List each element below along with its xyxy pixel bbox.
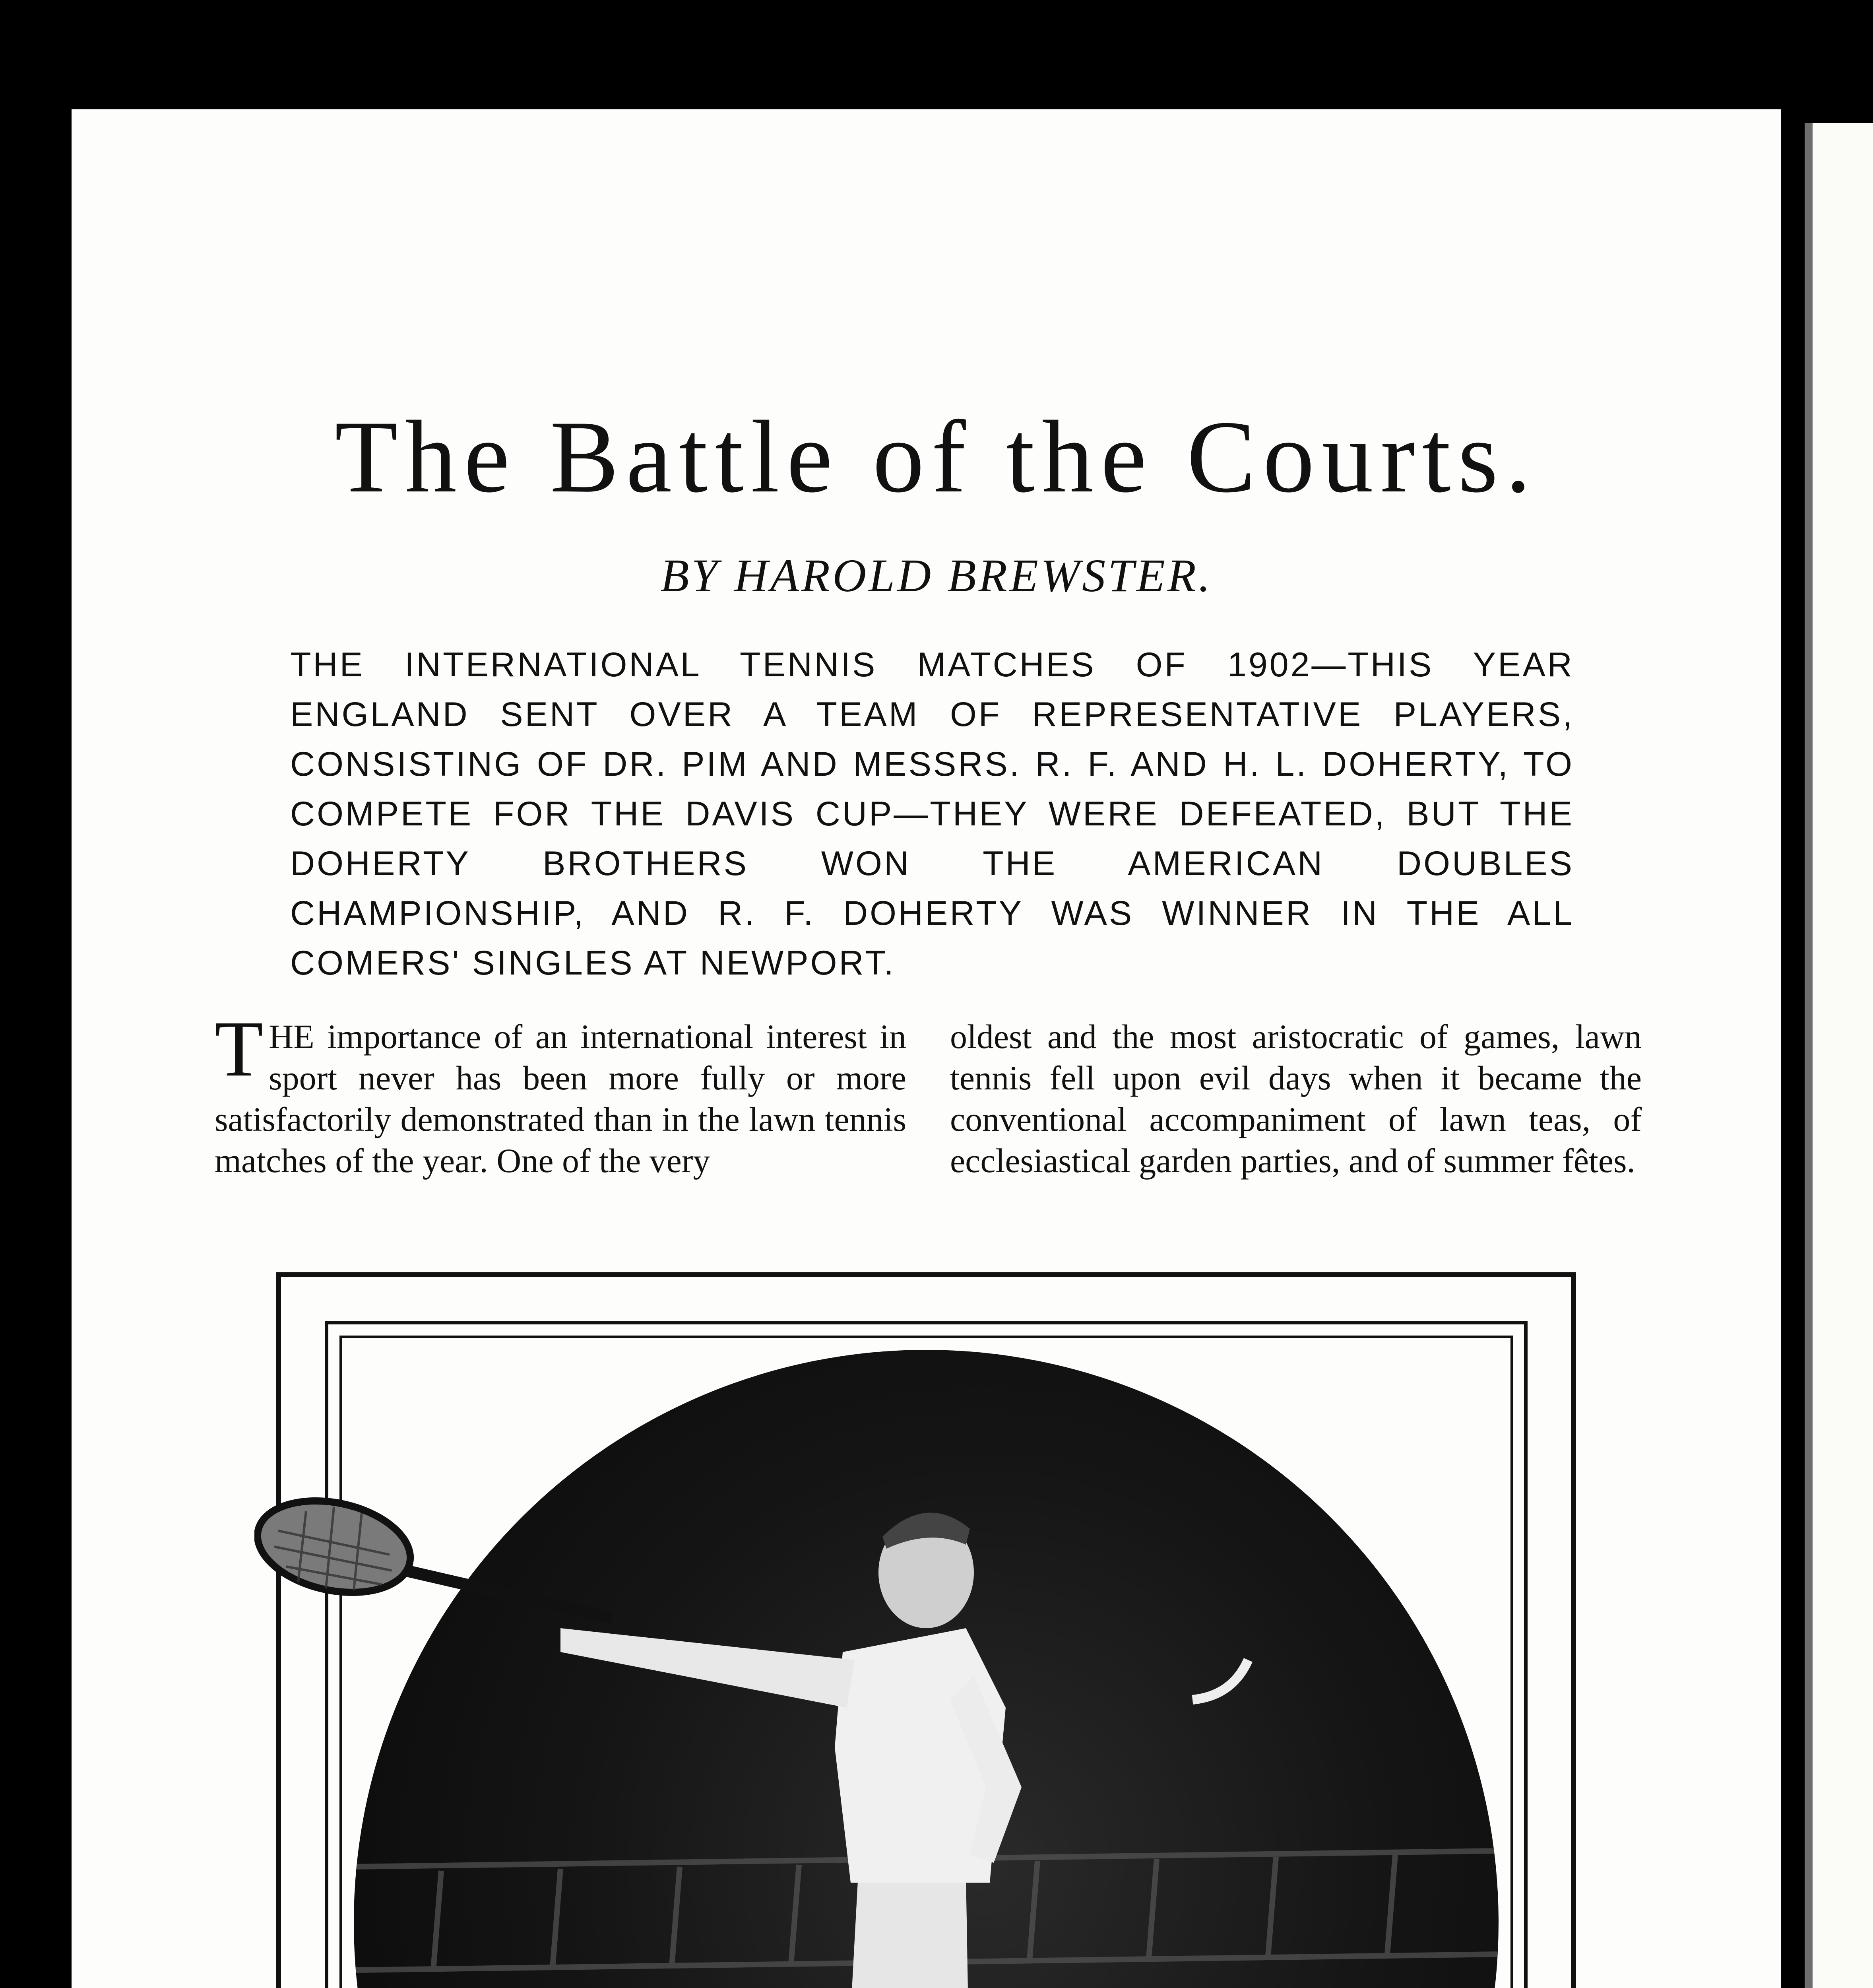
body-column-right: oldest and the most aristocratic of games, lawn tennis fell upon evil days when it became the conventional accompaniment of lawn teas, of ecclesiastical garden parties, and of summer fêtes. bbox=[950, 1017, 1642, 1180]
body-column-left bbox=[215, 1005, 906, 1181]
article-title: The Battle of the Courts. bbox=[335, 400, 1538, 514]
tennis-racket-icon bbox=[254, 1487, 612, 1646]
drop-cap: T bbox=[215, 1005, 264, 1093]
tennis-player-illustration bbox=[354, 1350, 1499, 1988]
article-byline: BY HAROLD BREWSTER. bbox=[660, 549, 1213, 602]
article-summary: THE INTERNATIONAL TENNIS MATCHES OF 1902—THIS YEAR ENGLAND SENT OVER A TEAM OF REPRESENTATIVE PLAYERS, CONSISTING OF DR. PIM AND MESSRS. R. F. AND H. L. DOHERTY, TO COMPETE FOR THE DAVIS CUP—THEY WERE DEFEATED, BUT THE DOHERTY BROTHERS WON THE AMERICAN DOUBLES CHAMPIONSHIP, AND R. F. DOHERTY WAS WINNER IN THE ALL COMERS' SINGLES AT NEWPORT. bbox=[290, 646, 1574, 982]
body-text-left: HE importance of an international interest in sport never has been more fully or more satisfactorily demonstrated than in the lawn tennis matches of the year. One of the very bbox=[215, 1017, 906, 1180]
tennis-player-photo bbox=[354, 1350, 1499, 1988]
